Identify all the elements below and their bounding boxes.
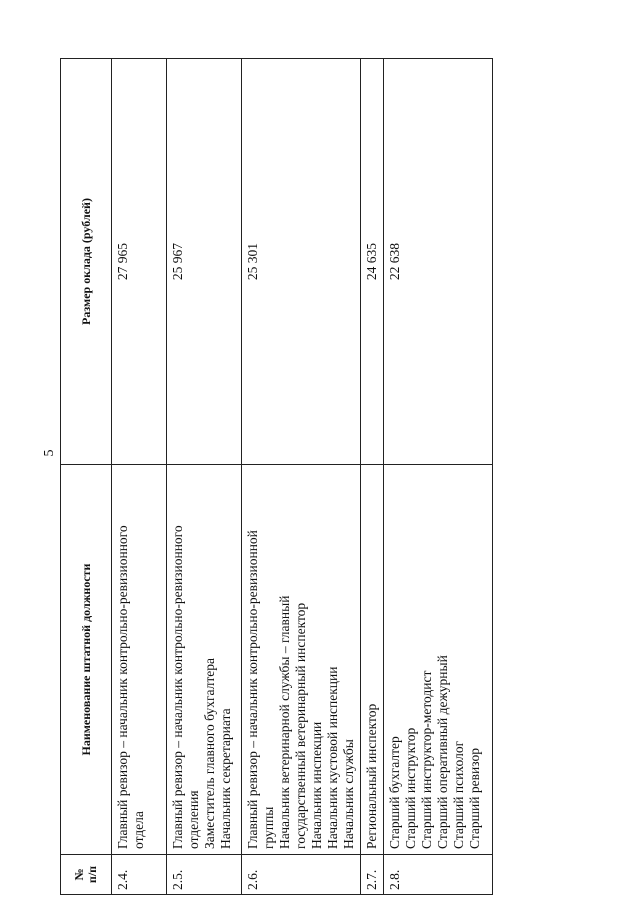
position-line: Начальник инспекции (309, 721, 324, 849)
position-line: отделения (186, 790, 201, 849)
position-line: Начальник секретариата (218, 708, 233, 849)
row-number: 2.6. (242, 855, 361, 895)
position-name (384, 465, 493, 855)
position-line: Заместитель главного бухгалтера (202, 657, 217, 849)
row-number: 2.5. (167, 855, 242, 895)
table-row (384, 59, 493, 895)
position-name (112, 465, 167, 855)
salary-value: 24 635 (361, 59, 384, 465)
salary-value: 27 965 (112, 59, 167, 465)
position-name (242, 465, 361, 855)
table-header-row (61, 59, 112, 895)
position-line: Начальник кустовой инспекции (325, 666, 340, 849)
header-name: Наименование штатной должности (61, 465, 112, 855)
position-line: Старший ревизор (467, 748, 482, 849)
position-line: Начальник службы (341, 739, 356, 849)
row-number: 2.8. (384, 855, 493, 895)
position-name (361, 465, 384, 855)
header-num-abbr: п/п (85, 865, 99, 884)
header-num (61, 855, 112, 895)
position-line: Старший психолог (451, 740, 466, 849)
position-line: Старший инструктор-методист (419, 670, 434, 849)
position-line: Старший оперативный дежурный (435, 655, 450, 849)
salary-value: 25 967 (167, 59, 242, 465)
header-num-sign: № (72, 868, 86, 881)
row-number: 2.7. (361, 855, 384, 895)
salary-value: 25 301 (242, 59, 361, 465)
position-line: Главный ревизор – начальник контрольно-ревизионного (170, 525, 185, 849)
page-number: 5 (42, 449, 57, 457)
position-line: Начальник ветеринарной службы – главный (277, 595, 292, 849)
position-line: группы (261, 806, 276, 849)
position-line: Старший бухгалтер (387, 736, 402, 849)
position-line: Главный ревизор – начальник контрольно-ревизионной (245, 530, 260, 849)
table-row (242, 59, 361, 895)
position-line: Старший инструктор (403, 727, 418, 849)
position-line: отдела (131, 811, 146, 849)
position-line: Главный ревизор – начальник контрольно-ревизионного (115, 525, 130, 849)
header-salary: Размер оклада (рублей) (61, 59, 112, 465)
position-name (167, 465, 242, 855)
position-line: Региональный инспектор (364, 703, 379, 849)
position-line: государственный ветеринарный инспектор (293, 602, 308, 849)
table-row (361, 59, 384, 895)
row-number: 2.4. (112, 855, 167, 895)
salary-table (60, 58, 493, 895)
table-row (112, 59, 167, 895)
table-row (167, 59, 242, 895)
salary-value: 22 638 (384, 59, 493, 465)
